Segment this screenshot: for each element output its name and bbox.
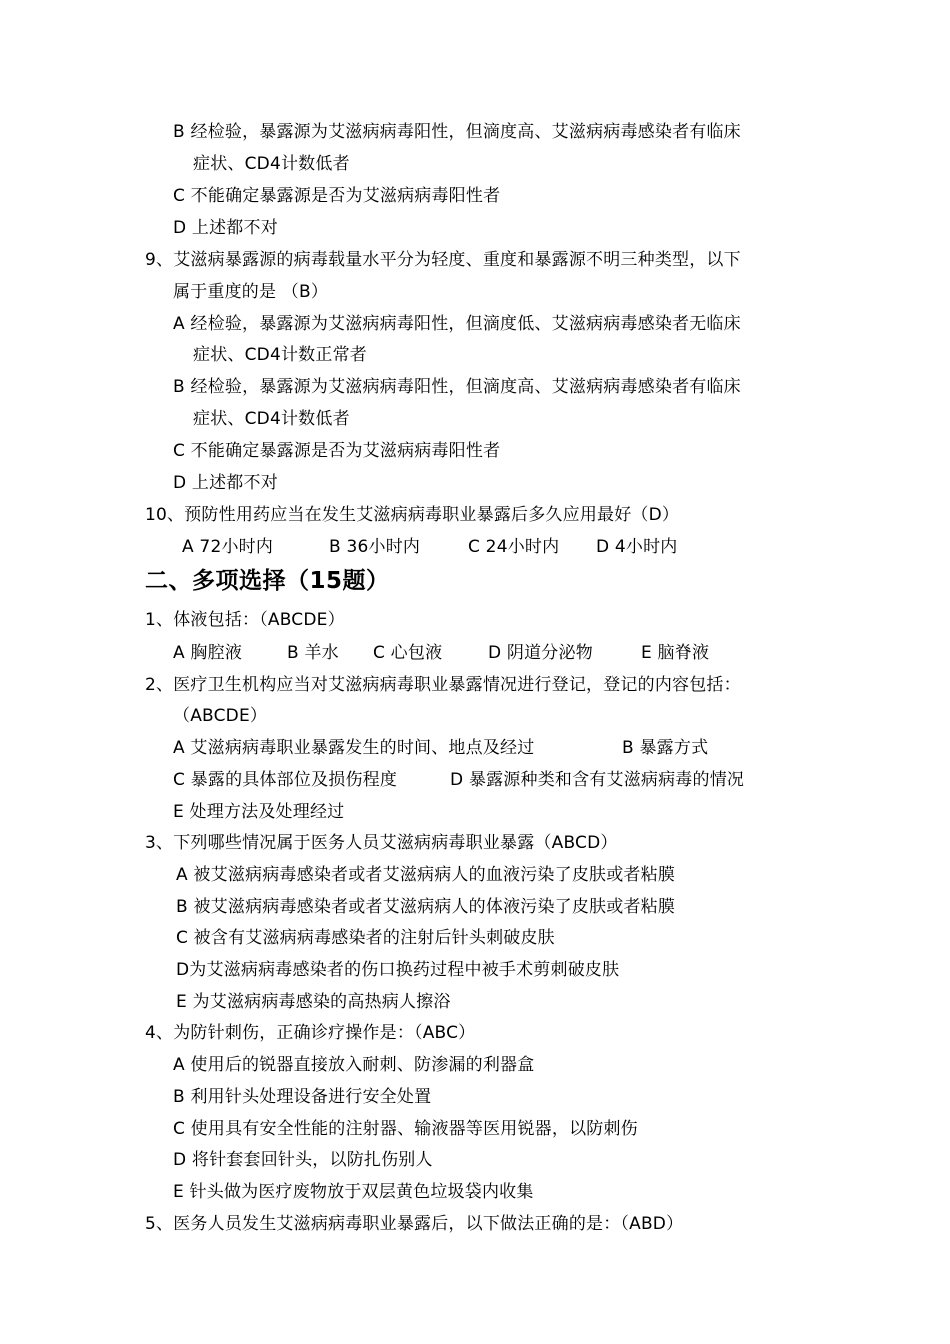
m4-stem: 4、为防针刺伤，正确诊疗操作是：（ABC）	[145, 1023, 476, 1043]
q9-stem-line2: 属于重度的是 （B）	[173, 282, 329, 302]
m1-option-b: B 羊水	[287, 643, 339, 663]
q8-option-b-line2: 症状、CD4计数低者	[193, 154, 350, 174]
q10-option-b: B 36小时内	[329, 537, 421, 557]
q10-option-d: D 4小时内	[596, 537, 678, 557]
m3-option-a: A 被艾滋病病毒感染者或者艾滋病病人的血液污染了皮肤或者粘膜	[176, 865, 676, 885]
m4-option-b: B 利用针头处理设备进行安全处置	[173, 1087, 432, 1107]
m3-option-d: D为艾滋病病毒感染者的伤口换药过程中被手术剪刺破皮肤	[176, 960, 620, 980]
m3-option-b: B 被艾滋病病毒感染者或者艾滋病病人的体液污染了皮肤或者粘膜	[176, 897, 676, 917]
q9-option-b-line2: 症状、CD4计数低者	[193, 409, 350, 429]
m2-option-a: A 艾滋病病毒职业暴露发生的时间、地点及经过	[173, 738, 535, 758]
q8-option-d: D 上述都不对	[173, 218, 278, 238]
m1-stem: 1、体液包括：（ABCDE）	[145, 610, 345, 630]
m2-option-e: E 处理方法及处理经过	[173, 802, 345, 822]
q9-option-a-line1: A 经检验，暴露源为艾滋病病毒阳性，但滴度低、艾滋病病毒感染者无临床	[173, 314, 741, 334]
q8-option-b-line1: B 经检验，暴露源为艾滋病病毒阳性，但滴度高、艾滋病病毒感染者有临床	[173, 122, 741, 142]
q10-stem: 10、预防性用药应当在发生艾滋病病毒职业暴露后多久应用最好（D）	[145, 505, 680, 525]
m2-stem-line2: （ABCDE）	[173, 706, 268, 726]
m4-option-d: D 将针套套回针头，以防扎伤别人	[173, 1150, 433, 1170]
m2-option-d: D 暴露源种类和含有艾滋病病毒的情况	[450, 770, 745, 790]
m2-stem-line1: 2、医疗卫生机构应当对艾滋病病毒职业暴露情况进行登记，登记的内容包括：	[145, 675, 741, 695]
q9-option-d: D 上述都不对	[173, 473, 278, 493]
m3-option-e: E 为艾滋病病毒感染的高热病人擦浴	[176, 992, 451, 1012]
section-heading: 二、多项选择（15题）	[145, 568, 390, 594]
m3-stem: 3、下列哪些情况属于医务人员艾滋病病毒职业暴露（ABCD）	[145, 833, 618, 853]
q9-option-c: C 不能确定暴露源是否为艾滋病病毒阳性者	[173, 441, 501, 461]
q10-option-a: A 72小时内	[182, 537, 274, 557]
q10-option-c: C 24小时内	[468, 537, 560, 557]
m2-option-c: C 暴露的具体部位及损伤程度	[173, 770, 398, 790]
q9-option-a-line2: 症状、CD4计数正常者	[193, 345, 367, 365]
m5-stem: 5、医务人员发生艾滋病病毒职业暴露后，以下做法正确的是：（ABD）	[145, 1214, 684, 1234]
q9-option-b-line1: B 经检验，暴露源为艾滋病病毒阳性，但滴度高、艾滋病病毒感染者有临床	[173, 377, 741, 397]
m2-option-b: B 暴露方式	[622, 738, 709, 758]
m4-option-a: A 使用后的锐器直接放入耐刺、防渗漏的利器盒	[173, 1055, 535, 1075]
m1-option-e: E 脑脊液	[641, 643, 710, 663]
m1-option-a: A 胸腔液	[173, 643, 243, 663]
m1-option-c: C 心包液	[373, 643, 443, 663]
m4-option-c: C 使用具有安全性能的注射器、输液器等医用锐器，以防刺伤	[173, 1119, 638, 1139]
m4-option-e: E 针头做为医疗废物放于双层黄色垃圾袋内收集	[173, 1182, 534, 1202]
m3-option-c: C 被含有艾滋病病毒感染者的注射后针头刺破皮肤	[176, 928, 555, 948]
q9-stem-line1: 9、艾滋病暴露源的病毒载量水平分为轻度、重度和暴露源不明三种类型，以下	[145, 250, 741, 270]
q8-option-c: C 不能确定暴露源是否为艾滋病病毒阳性者	[173, 186, 501, 206]
m1-option-d: D 阴道分泌物	[488, 643, 593, 663]
